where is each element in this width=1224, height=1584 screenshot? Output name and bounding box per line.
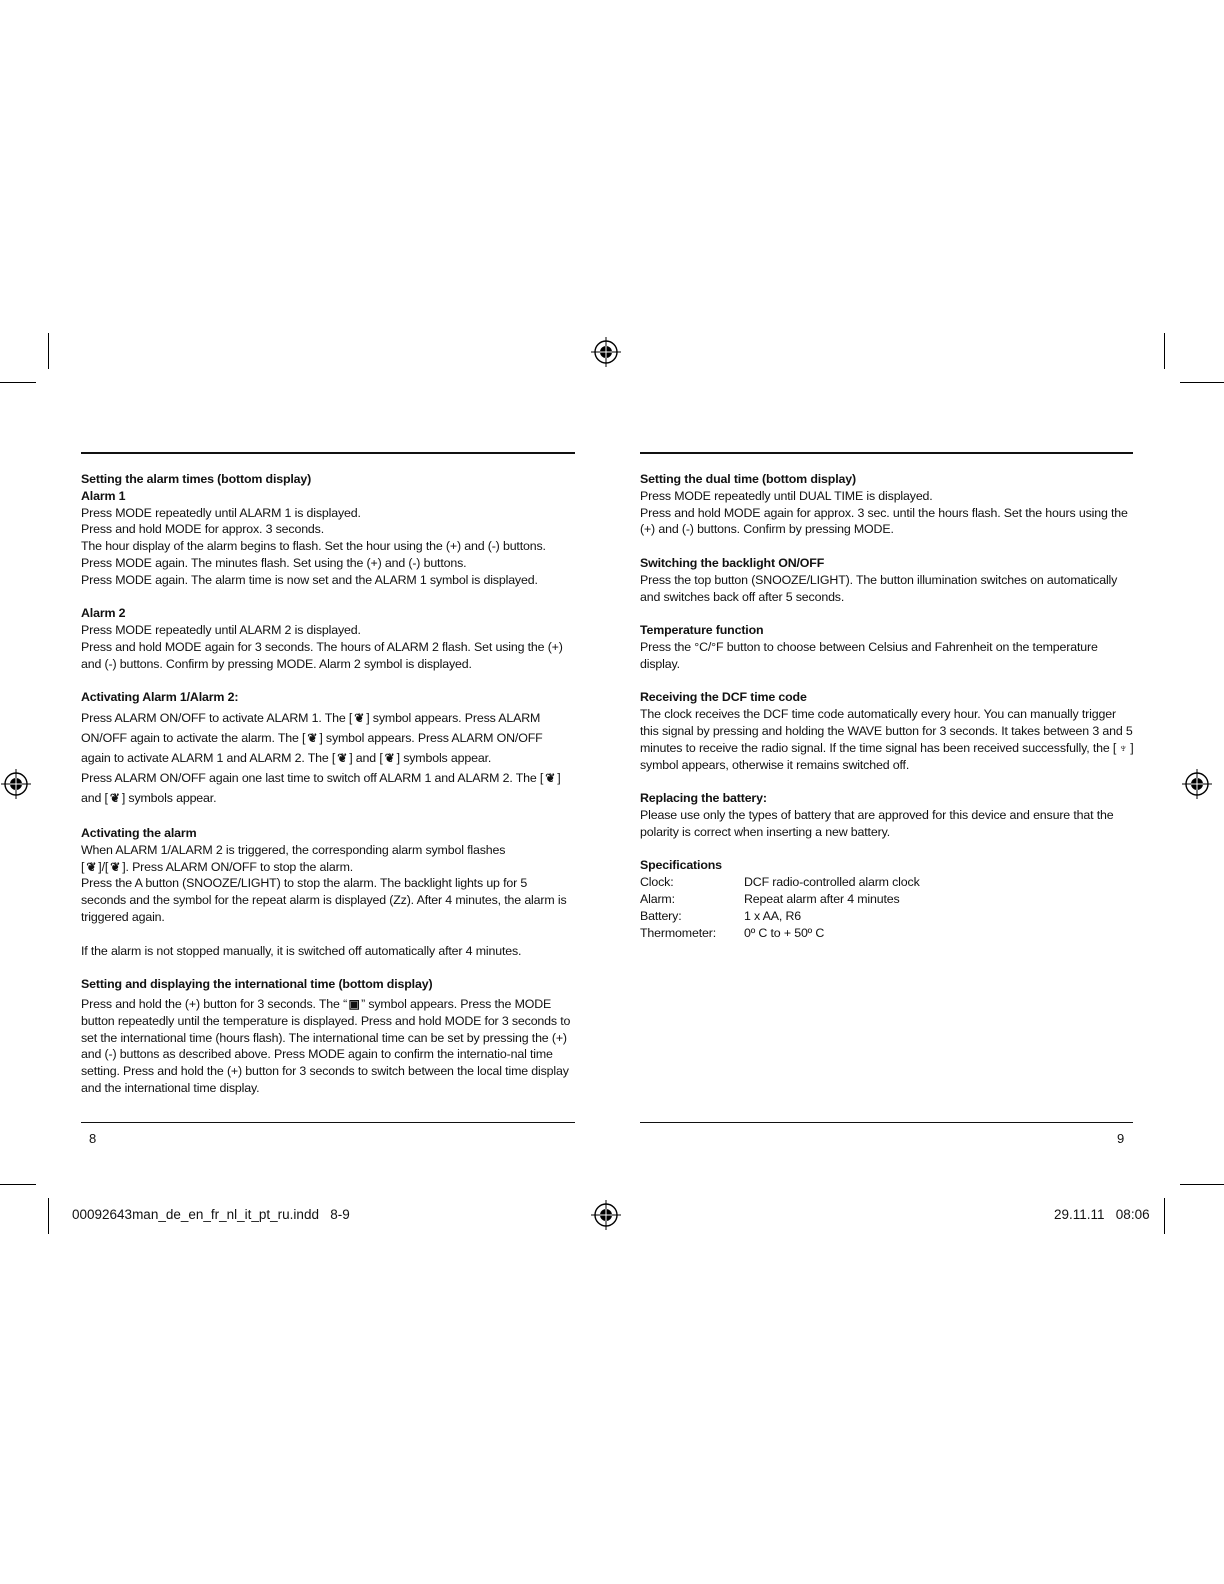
dual-time-section <box>640 471 1134 538</box>
crop-mark-top-left <box>48 333 49 369</box>
alarm2-section <box>81 605 575 672</box>
alarm-bell-icon: ❦ <box>86 859 97 874</box>
spec-value: DCF radio-controlled alarm clock <box>744 875 920 890</box>
alarm-bell-icon: ❦ <box>354 711 365 726</box>
left-page-number: 8 <box>89 1131 97 1146</box>
dual-time-line: Press and hold MODE again for approx. 3 sec. until the hours flash. Set the hours using the (+) and (-) buttons. Confirm by pressing MODE. <box>640 505 1128 537</box>
alarm2-line: Press and hold MODE again for 3 seconds. The hours of ALARM 2 flash. Set using the (+) and (-) buttons. Confirm by pressing MODE. Alarm 2 symbol is displayed. <box>81 639 563 671</box>
dual-time-line: Press MODE repeatedly until DUAL TIME is displayed. <box>640 488 933 503</box>
registration-mark-icon <box>1 769 31 799</box>
crop-mark-bottom-right <box>1164 1198 1165 1234</box>
dual-time-heading: Setting the dual time (bottom display) <box>640 472 856 486</box>
alarm1-line: Press MODE repeatedly until ALARM 1 is displayed. <box>81 505 361 520</box>
alarm-bell-icon: ❦ <box>109 791 120 806</box>
activating-the-alarm-heading: Activating the alarm <box>81 825 197 840</box>
spec-row <box>640 891 1134 908</box>
text-run: The clock receives the DCF time code automatically every hour. You can manually trigger this signal by pressing and holding the WAVE button for 3 seconds. It takes between 3 and 5 minutes to receive the radio signal. If the time signal has been received successfully, the [ <box>640 707 1133 755</box>
activating-alarms-text <box>81 708 575 768</box>
activating-alarms-heading: Activating Alarm 1/Alarm 2: <box>81 690 239 705</box>
battery-heading: Replacing the battery: <box>640 791 767 806</box>
registration-mark-icon <box>591 337 621 367</box>
spec-label: Clock: <box>640 875 674 890</box>
globe-box-icon: ▣ <box>348 996 360 1011</box>
battery-text: Please use only the types of battery that are approved for this device and ensure that the polarity is correct when inserting a new battery. <box>640 807 1114 839</box>
backlight-heading: Switching the backlight ON/OFF <box>640 555 825 570</box>
text-run: ” symbol appears. Press the MODE button repeatedly until the temperature is displayed. Press and hold MODE for 3 seconds to set the international time (hours flash). The international time can be set by pressing the (+) and (-) buttons as described above. Press MODE again to confirm the internatio-nal time setting. Press and hold the (+) button for 3 seconds to switch between the local time display and the international time display. <box>81 996 571 1095</box>
text-run: ] and [ <box>81 771 561 806</box>
alarm-bell-icon: ❦ <box>307 731 318 746</box>
alarm-bell-icon: ❦ <box>110 859 121 874</box>
left-page-top-rule <box>81 452 575 454</box>
spec-value: 0º C to + 50º C <box>744 925 825 940</box>
registration-mark-icon <box>591 1200 621 1230</box>
spec-label: Thermometer: <box>640 925 717 940</box>
crop-mark-bottom-left <box>48 1198 49 1234</box>
spec-value: Repeat alarm after 4 minutes <box>744 891 900 906</box>
dcf-section <box>640 689 1134 773</box>
alarm1-line: Press MODE again. The minutes flash. Set using the (+) and (-) buttons. <box>81 555 467 570</box>
activating-the-alarm-text: Press the A button (SNOOZE/LIGHT) to stop the alarm. The backlight lights up for 5 seconds and the symbol for the repeat alarm is displayed (Zz). After 4 minutes, the alarm is triggered again. <box>81 876 567 924</box>
radio-tower-icon: ♆ <box>1118 740 1128 755</box>
activating-the-alarm-text: When ALARM 1/ALARM 2 is triggered, the corresponding alarm symbol flashes <box>81 842 506 857</box>
alarm1-line: The hour display of the alarm begins to flash. Set the hour using the (+) and (-) buttons. <box>81 539 546 554</box>
crop-mark-top-left-h <box>0 382 36 383</box>
right-page-bottom-rule <box>640 1122 1133 1123</box>
crop-mark-top-right-h <box>1180 382 1224 383</box>
spec-row <box>640 908 1134 925</box>
crop-mark-bottom-left-h <box>0 1184 36 1185</box>
right-page <box>640 471 1134 958</box>
specifications-section <box>640 857 1134 941</box>
alarm1-heading: Alarm 1 <box>81 488 126 503</box>
spec-row <box>640 925 1134 942</box>
left-page <box>81 471 575 1114</box>
spec-label: Battery: <box>640 908 682 923</box>
text-run: ] symbol appears. Press ALARM ON/OFF again to activate ALARM 1 and ALARM 2. The [ <box>81 731 543 766</box>
specifications-heading: Specifications <box>640 858 722 873</box>
temperature-section <box>640 622 1134 672</box>
auto-off-text: If the alarm is not stopped manually, it is switched off automatically after 4 minutes. <box>81 943 522 958</box>
slug-datetime: 29.11.11 08:06 <box>1054 1207 1150 1222</box>
auto-off-note <box>81 943 575 960</box>
text-run: ] and [ <box>349 751 383 766</box>
battery-section <box>640 790 1134 840</box>
international-time-section <box>81 976 575 1097</box>
activating-alarms-section <box>81 689 575 808</box>
backlight-section <box>640 555 1134 605</box>
temperature-text: Press the °C/°F button to choose between Celsius and Fahrenheit on the temperature display. <box>640 639 1098 671</box>
alarm1-line: Press and hold MODE for approx. 3 seconds. <box>81 522 325 537</box>
temperature-heading: Temperature function <box>640 623 764 638</box>
registration-mark-icon <box>1182 769 1212 799</box>
crop-mark-bottom-right-h <box>1180 1184 1224 1185</box>
alarm2-heading: Alarm 2 <box>81 606 126 621</box>
slug-filename: 00092643man_de_en_fr_nl_it_pt_ru.indd 8-9 <box>72 1207 350 1222</box>
alarm1-line: Press MODE again. The alarm time is now set and the ALARM 1 symbol is displayed. <box>81 572 538 587</box>
activating-the-alarm-text <box>81 859 575 876</box>
text-run: ]/[ <box>98 859 109 874</box>
right-page-top-rule <box>640 452 1133 454</box>
right-page-number: 9 <box>1117 1131 1125 1146</box>
text-run: Press and hold the (+) button for 3 seconds. The “ <box>81 996 348 1011</box>
dcf-text <box>640 706 1134 773</box>
alarm-bell-icon: ❦ <box>337 751 348 766</box>
text-run: ] symbol appears, otherwise it remains switched off. <box>640 740 1134 772</box>
alarm-times-section <box>81 471 575 589</box>
alarm2-line: Press MODE repeatedly until ALARM 2 is displayed. <box>81 623 361 638</box>
international-time-heading: Setting and displaying the international time (bottom display) <box>81 977 433 992</box>
crop-mark-top-right <box>1164 333 1165 369</box>
alarm-bell-icon: ❦ <box>545 771 556 786</box>
backlight-text: Press the top button (SNOOZE/LIGHT). The button illumination switches on automatically and switches back off after 5 seconds. <box>640 572 1118 604</box>
spec-value: 1 x AA, R6 <box>744 908 802 923</box>
spec-row <box>640 874 1134 891</box>
dcf-heading: Receiving the DCF time code <box>640 690 807 705</box>
spec-label: Alarm: <box>640 891 675 906</box>
alarm-times-heading: Setting the alarm times (bottom display) <box>81 472 312 486</box>
left-page-bottom-rule <box>81 1122 575 1123</box>
text-run: [ <box>81 859 85 874</box>
text-run: ] symbols appear. <box>121 791 217 806</box>
activating-alarms-text <box>81 768 575 808</box>
text-run: ] symbol appears. Press ALARM ON/OFF again to activate the alarm. The [ <box>81 711 541 746</box>
text-run: ] symbols appear. <box>396 751 492 766</box>
international-time-text <box>81 996 575 1097</box>
text-run: ]. Press ALARM ON/OFF to stop the alarm. <box>122 859 354 874</box>
activating-the-alarm-section <box>81 825 575 926</box>
text-run: Press ALARM ON/OFF to activate ALARM 1. The [ <box>81 711 353 726</box>
alarm-bell-icon: ❦ <box>384 751 395 766</box>
text-run: Press ALARM ON/OFF again one last time to switch off ALARM 1 and ALARM 2. The [ <box>81 771 544 786</box>
